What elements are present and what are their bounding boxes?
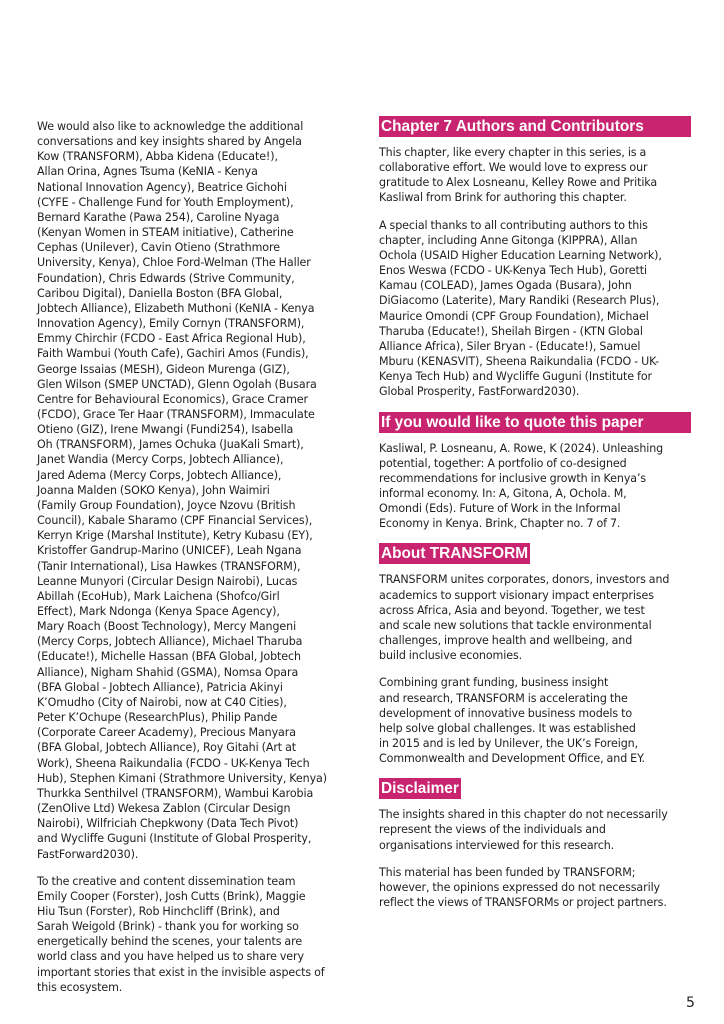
disclaimer-paragraph-2: This material has been funded by TRANSFORM; however, the opinions expressed do not necessarily reflect the views of TRANSFORMs or project partners. <box>379 865 667 910</box>
right-column <box>379 116 691 922</box>
about-transform-paragraph-1: TRANSFORM unites corporates, donors, investors and academics to support visionary impact enterprises across Africa, Asia and beyond. Together, we test and scale new solutions that tackle environmental challenges, improve health and wellbeing, and build inclusive economies. <box>379 573 670 663</box>
page-number: 5 <box>686 995 695 1011</box>
creative-team-paragraph: To the creative and content dissemination team Emily Cooper (Forster), Josh Cutts (Brink), Maggie Hiu Tsun (Forster), Rob Hinchcliff (Brink), and Sarah Weigold (Brink) - thank you for working so energetically behind the scenes, your talents are world class and you have helped us to share very important stories that exist in the invisible aspects of this ecosystem. <box>37 874 325 994</box>
quote-paper-heading: If you would like to quote this paper <box>379 412 691 433</box>
about-transform-heading: About TRANSFORM <box>381 545 529 563</box>
chapter-authors-paragraph-1: This chapter, like every chapter in this series, is a collaborative effort. We would love to express our gratitude to Alex Losneanu, Kelley Rowe and Pritika Kasliwal from Brink for authoring this chapter. <box>379 146 658 205</box>
chapter-authors-paragraph-2: A special thanks to all contributing authors to this chapter, including Anne Gitonga (KIPPRA), Allan Ochola (USAID Higher Education Learning Network), Enos Weswa (FCDO - UK-Kenya Tech Hub), Goretti Kamau (COLEAD), James Ogada (Busara), John DiGiacomo (Laterite), Mary Randiki (Research Plus), Maurice Omondi (CPF Group Foundation), Michael Tharuba (Educate!), Sheilah Birgen - (KTN Global Alliance Africa), Siler Bryan - (Educate!), Samuel Mburu (KENASVIT), Sheena Raikundalia (FCDO - UK- Kenya Tech Hub) and Wycliffe Guguni (Institute for Global Prosperity, FastForward2030). <box>379 218 662 399</box>
left-column <box>37 119 343 1007</box>
disclaimer-heading: Disclaimer <box>381 780 459 798</box>
about-transform-paragraph-2: Combining grant funding, business insight and research, TRANSFORM is accelerating the development of innovative business models to help solve global challenges. It was established in 2015 and is led by Unilever, the UK’s Foreign, Commonwealth and Development Office, and EY. <box>379 676 645 766</box>
chapter-authors-heading: Chapter 7 Authors and Contributors <box>379 116 691 137</box>
acknowledgements-paragraph: We would also like to acknowledge the additional conversations and key insights shared by Angela Kow (TRANSFORM), Abba Kidena (Educate!), Allan Orina, Agnes Tsuma (KeNIA - Kenya National Innovation Agency), Beatrice Gichohi (CYFE - Challenge Fund for Youth Employment), Bernard Karathe (Pawa 254), Caroline Nyaga (Kenyan Women in STEAM initiative), Catherine Cephas (Unilever), Cavin Otieno (Strathmore University, Kenya), Chloe Ford-Welman (The Haller Foundation), Chris Edwards (Strive Community, Caribou Digital), Daniella Boston (BFA Global, Jobtech Alliance), Elizabeth Muthoni (KeNIA - Kenya Innovation Agency), Emily Cornyn (TRANSFORM), Emmy Chirchir (FCDO - East Africa Regional Hub), Faith Wambui (Youth Cafe), Gachiri Amos (Fundis), George Issaias (MESH), Gideon Murenga (GIZ), Glen Wilson (SMEP UNCTAD), Glenn Ogolah (Busara Centre for Behavioural Economics), Grace Cramer (FCDO), Grace Ter Haar (TRANSFORM), Immaculate Otieno (GIZ), Irene Mwangi (Fundi254), Isabella Oh (TRANSFORM), James Ochuka (JuaKali Smart), Janet Wandia (Mercy Corps, Jobtech Alliance), Jared Adema (Mercy Corps, Jobtech Alliance), Joanna Malden (SOKO Kenya), John Waimiri (Family Group Foundation), Joyce Nzovu (British Council), Kabale Sharamo (CPF Financial Services), Kerryn Krige (Marshal Institute), Ketry Kubasu (EY), Kristoffer Gandrup-Marino (UNICEF), Leah Ngana (Tanir International), Lisa Hawkes (TRANSFORM), Leanne Munyori (Circular Design Nairobi), Lucas Abillah (EcoHub), Mark Laichena (Shofco/Girl Effect), Mark Ndonga (Kenya Space Agency), Mary Roach (Boost Technology), Mercy Mangeni (Mercy Corps, Jobtech Alliance), Michael Tharuba (Educate!), Michelle Hassan (BFA Global, Jobtech Alliance), Nigham Shahid (GSMA), Nomsa Opara (BFA Global - Jobtech Alliance), Patricia Akinyi K’Omudho (City of Nairobi, now at C40 Cities), Peter K’Ochupe (ResearchPlus), Philip Pande (Corporate Career Academy), Precious Manyara (BFA Global, Jobtech Alliance), Roy Gitahi (Art at Work), Sheena Raikundalia (FCDO - UK-Kenya Tech Hub), Stephen Kimani (Strathmore University, Kenya) Thurkka Senthilvel (TRANSFORM), Wambui Karobia (ZenOlive Ltd) Wekesa Zablon (Circular Design Nairobi), Wilfriciah Chepkwony (Data Tech Pivot) and Wycliffe Guguni (Institute of Global Prosperity, FastForward2030). <box>37 120 327 861</box>
disclaimer-paragraph-1: The insights shared in this chapter do not necessarily represent the views of the individuals and organisations interviewed for this research. <box>379 808 668 852</box>
quote-citation-paragraph: Kasliwal, P. Losneanu, A. Rowe, K (2024). Unleashing potential, together: A portfolio of co-designed recommendations for inclusive growth in Kenya’s informal economy. In: A, Gitona, A, Ochola. M, Omondi (Eds). Future of Work in the Informal Economy in Kenya. Brink, Chapter no. 7 of 7. <box>379 441 664 531</box>
